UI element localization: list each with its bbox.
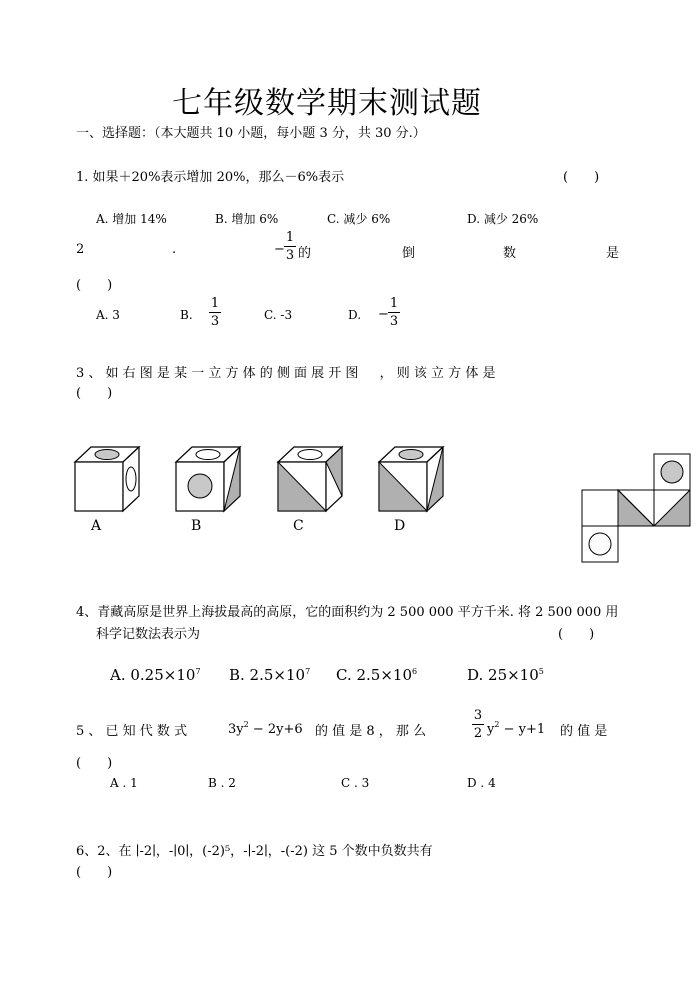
q2-option-b-numerator: 1 — [210, 296, 220, 311]
q5-answer-paren: ( ) — [76, 756, 113, 771]
q3-answer-paren: ( ) — [76, 386, 113, 401]
q1-text: 1. 如果＋20%表示增加 20%，那么－6%表示 — [76, 170, 345, 185]
q3-text: 3 、 如 右 图 是 某 一 立 方 体 的 侧 面 展 开 图 ， 则 该 立 方 体 是 — [76, 366, 496, 381]
q1-option-d[interactable]: D. 减少 26% — [467, 212, 539, 226]
shaded-circle-icon — [95, 450, 119, 460]
q2-answer-paren: ( ) — [76, 278, 113, 293]
q2-de: 的 — [298, 246, 312, 261]
q1-option-a[interactable]: A. 增加 14% — [96, 212, 167, 226]
q4-option-b[interactable] — [229, 666, 310, 684]
q4-option-c[interactable] — [336, 666, 417, 684]
section-header: 一、选择题：（本大题共 10 小题，每小题 3 分，共 30 分.） — [76, 126, 426, 141]
q2-word-1: 倒 — [402, 246, 416, 261]
q4-text-line2: 科学记数法表示为 — [96, 627, 201, 642]
q4-option-d-text: D. 25×10 — [467, 666, 539, 684]
q4-text-line1: 4、青藏高原是世界上海拔最高的高原，它的面积约为 2 500 000 平方千米. 将 2 500 000 用 — [76, 605, 619, 620]
q5-tail: 的 值 是 — [560, 724, 608, 739]
q5-expr1-base: 3y — [228, 722, 244, 737]
q2-option-b-denominator: 3 — [210, 314, 220, 329]
q2-option-d[interactable]: D. — [348, 308, 362, 322]
q2-number: 2 — [76, 242, 85, 257]
cube-d-label: D — [394, 518, 406, 534]
q2-option-d-fraction — [388, 296, 400, 329]
q6-answer-paren: ( ) — [76, 865, 113, 880]
circle-icon — [196, 450, 220, 460]
q4-option-a-text: A. 0.25×10 — [110, 666, 196, 684]
q2-option-a[interactable]: A. 3 — [96, 308, 120, 322]
q5-frac-numerator: 3 — [473, 708, 483, 723]
q5-option-a[interactable]: A . 1 — [110, 776, 138, 790]
q2-frac-numerator: 1 — [285, 230, 295, 245]
cube-b-label: B — [191, 518, 202, 534]
q2-option-c[interactable]: C. -3 — [264, 308, 293, 322]
q4-option-c-exponent: 6 — [412, 667, 418, 676]
q4-option-d-exponent: 5 — [538, 667, 544, 676]
q5-frac-denominator: 2 — [473, 726, 483, 741]
q5-option-c[interactable]: C . 3 — [341, 776, 370, 790]
q2-option-d-minus: − — [378, 307, 389, 322]
q4-option-b-text: B. 2.5×10 — [229, 666, 306, 684]
q2-option-d-numerator: 1 — [389, 296, 399, 311]
q2-frac-denominator: 3 — [285, 248, 295, 263]
q2-minus: − — [274, 242, 285, 257]
circle-icon — [126, 467, 136, 491]
q5-expr2-base: y — [487, 722, 495, 737]
q2-option-b-fraction — [209, 296, 221, 329]
cube-d-figure[interactable] — [379, 446, 445, 512]
q6-text: 6、2、在 ∣-2∣，-∣0∣，(-2)⁵，-∣-2∣，-(-2) 这 5 个数中负数共有 — [76, 844, 433, 859]
cube-b-figure[interactable] — [176, 446, 242, 512]
shaded-circle-icon — [661, 461, 683, 483]
q5-option-b[interactable]: B . 2 — [208, 776, 236, 790]
shaded-circle-icon — [188, 474, 212, 498]
q5-expr2-exponent: 2 — [494, 720, 500, 729]
q5-expr2-rest: − y+1 — [499, 722, 546, 737]
q5-lead: 5 、 已 知 代 数 式 — [76, 724, 188, 739]
q2-word-3: 是 — [606, 246, 620, 261]
q5-expression-1 — [228, 720, 303, 737]
q4-answer-paren: ( ) — [558, 627, 595, 642]
q1-option-c[interactable]: C. 减少 6% — [327, 212, 391, 226]
q2-dot: . — [172, 242, 177, 257]
q2-option-d-denominator: 3 — [389, 314, 399, 329]
circle-icon — [589, 533, 611, 555]
q4-option-d[interactable] — [467, 666, 544, 684]
shaded-circle-icon — [399, 450, 423, 460]
cube-net-figure — [581, 454, 696, 564]
q5-fraction — [472, 708, 484, 741]
q5-expr1-exponent: 2 — [243, 720, 249, 729]
q5-expression-2 — [487, 720, 545, 737]
page-title: 七年级数学期末测试题 — [172, 86, 482, 121]
q4-option-a-exponent: 7 — [195, 667, 201, 676]
q2-option-b[interactable]: B. — [180, 308, 193, 322]
circle-icon — [298, 450, 322, 460]
q1-answer-paren: ( ) — [563, 170, 600, 185]
cube-a-label: A — [91, 518, 102, 534]
q4-option-b-exponent: 7 — [305, 667, 311, 676]
q5-expr1-rest: − 2y+6 — [248, 722, 303, 737]
q4-option-a[interactable] — [110, 666, 201, 684]
cube-c-label: C — [293, 518, 304, 534]
q1-option-b[interactable]: B. 增加 6% — [215, 212, 279, 226]
q5-middle: 的 值 是 8 ， 那 么 — [315, 724, 427, 739]
q5-option-d[interactable]: D . 4 — [467, 776, 496, 790]
q2-fraction — [284, 230, 296, 263]
q4-option-c-text: C. 2.5×10 — [336, 666, 412, 684]
q2-word-2: 数 — [503, 246, 517, 261]
cube-c-figure[interactable] — [278, 446, 344, 512]
cube-a-figure[interactable] — [75, 446, 141, 512]
